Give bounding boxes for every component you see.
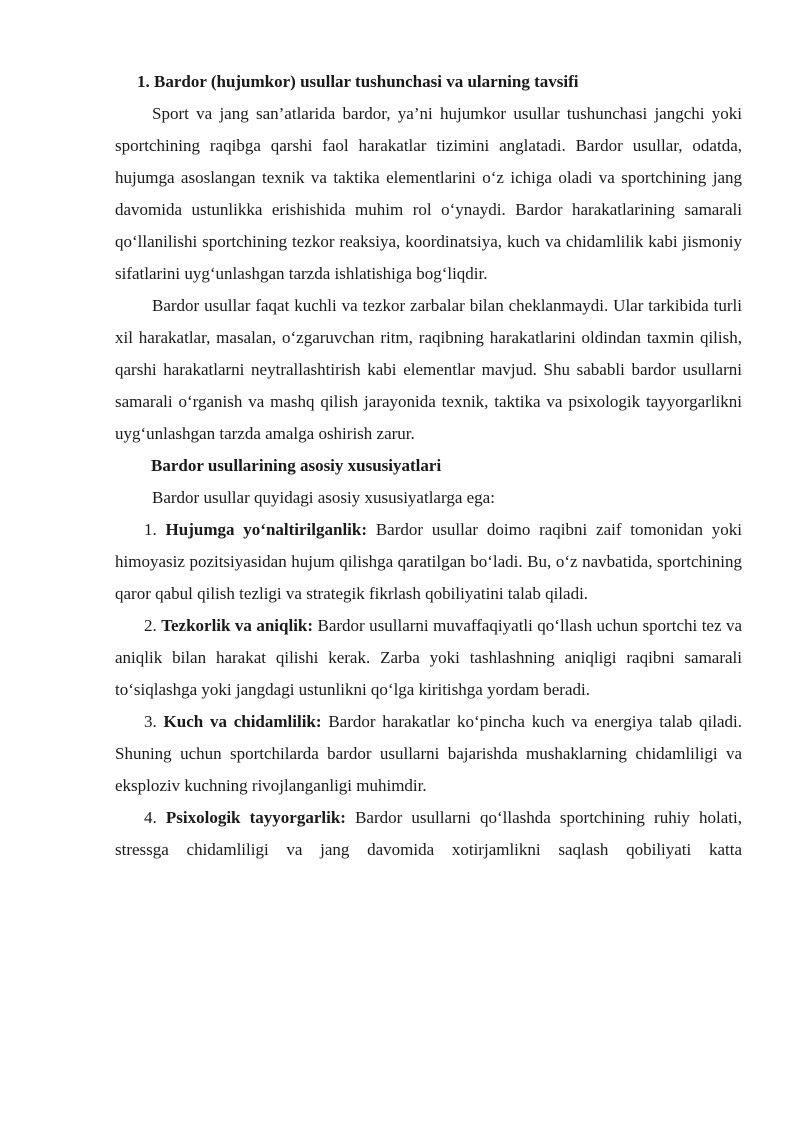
item-term: Tezkorlik va aniqlik:: [161, 616, 314, 635]
list-item-4: [115, 802, 742, 866]
list-item-3: [115, 706, 742, 802]
item-number: 3.: [144, 712, 157, 731]
document-page: [115, 66, 742, 866]
item-term: Kuch va chidamlilik:: [163, 712, 322, 731]
item-text: Bardor harakatlar ko‘pincha kuch va energiya talab qiladi. Shuning uchun sportchilarda bardor usullarni bajarishda mushaklarning chidamliligi va eksploziv kuchning rivojlanganligi muhimdir.: [115, 712, 743, 795]
item-number: 2.: [144, 616, 157, 635]
item-term: Hujumga yo‘naltirilganlik:: [165, 520, 368, 539]
item-text: Bardor usullarni muvaffaqiyatli qo‘llash uchun sportchi tez va aniqlik bilan harakat qilishi kerak. Zarba yoki tashlashning aniqligi raqibni samarali to‘siqlashga yoki jangdagi ustunlikni qo‘lga kiritishga yordam beradi.: [115, 616, 743, 699]
item-text: Bardor usullarni qo‘llashda sportchining ruhiy holati, stressga chidamliligi va jang davomida xotirjamlikni saqlash qobiliyati katta: [115, 808, 743, 859]
paragraph-1: Sport va jang san’atlarida bardor, ya’ni hujumkor usullar tushunchasi jangchi yoki sportchining raqibga qarshi faol harakatlar tizimini anglatadi. Bardor usullar, odatda, hujumga asoslangan texnik va taktika elementlarini o‘z ichiga oladi va sportchining jang davomida ustunlikka erishishida muhim rol o‘ynaydi. Bardor harakatlarining samarali qo‘llanilishi sportchining tezkor reaksiya, koordinatsiya, kuch va chidamlilik kabi jismoniy sifatlarini uyg‘unlashgan tarzda ishlatishiga bog‘liqdir.: [115, 104, 742, 283]
section-title: 1. Bardor (hujumkor) usullar tushunchasi va ularning tavsifi: [137, 72, 579, 91]
list-item-2: [115, 610, 742, 706]
item-number: 1.: [144, 520, 157, 539]
paragraph-2: Bardor usullar faqat kuchli va tezkor zarbalar bilan cheklanmaydi. Ular tarkibida turli xil harakatlar, masalan, o‘zgaruvchan ritm, raqibning harakatlarini oldindan taxmin qilish, qarshi harakatlarni neytrallashtirish kabi elementlar mavjud. Shu sababli bardor usullarni samarali o‘rganish va mashq qilish jarayonida texnik, taktika va psixologik tayyorgarlikni uyg‘unlashgan tarzda amalga oshirish zarur.: [115, 296, 742, 443]
item-number: 4.: [144, 808, 157, 827]
subheading: Bardor usullarining asosiy xususiyatlari: [151, 456, 442, 475]
list-intro: Bardor usullar quyidagi asosiy xususiyatlarga ega:: [152, 488, 495, 507]
list-item-1: [115, 514, 742, 610]
item-term: Psixologik tayyorgarlik:: [165, 808, 346, 827]
item-text: Bardor usullar doimo raqibni zaif tomonidan yoki himoyasiz pozitsiyasidan hujum qilishga qaratilgan bo‘ladi. Bu, o‘z navbatida, sportchining qaror qabul qilish tezligi va strategik fikrlash qobiliyatini talab qiladi.: [115, 520, 743, 603]
